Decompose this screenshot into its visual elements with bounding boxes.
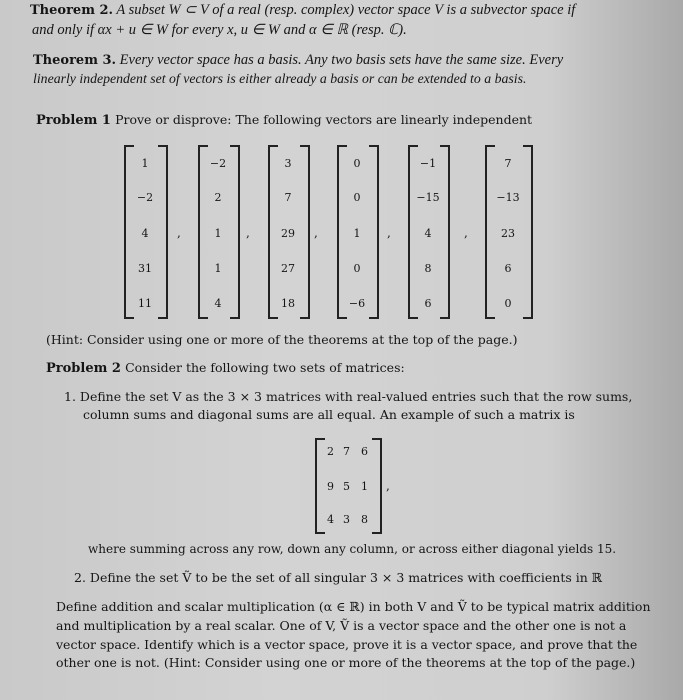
problem-1-hint: (Hint: Consider using one or more of the theorems at the top of the page.) [46,332,518,347]
vector-entry: 3 [284,157,292,170]
item-2 [74,570,602,585]
vector-entry: 2 [214,191,222,204]
vector-entry: 0 [353,262,361,275]
vector-entry: 7 [504,157,512,170]
vector-entry: 23 [501,227,515,240]
vector-entry: 0 [504,297,512,310]
vector-entry: −2 [136,191,154,204]
matrix-entry: 7 [343,445,350,458]
vector-entry: 27 [281,262,295,275]
vector-entry: 4 [424,227,432,240]
vector-entry: 0 [353,157,361,170]
separator-comma: , [464,226,468,240]
vector-entry: 4 [141,227,149,240]
vector-entry: 4 [214,297,222,310]
matrix-entry: 9 [327,480,334,493]
vector-entry: 1 [141,157,149,170]
separator-comma: , [177,226,181,240]
vector-entry: 1 [353,227,361,240]
item-1-number: 1. [64,389,76,404]
vector-entry: −13 [496,191,520,204]
item-2-number: 2. [74,570,86,585]
vector-entry: 6 [504,262,512,275]
problem-1-heading [36,112,532,128]
problem-1-label: Problem 1 [36,113,111,128]
item-1-text: Define the set V as the 3 × 3 matrices with real-valued entries such that the row sums, [79,389,633,404]
matrix-entry: 8 [361,513,368,526]
matrix-entry: 2 [327,445,334,458]
separator-comma: , [386,479,390,493]
vector-entry: 29 [281,227,295,240]
problem-2-heading [46,360,405,376]
matrix-entry: 3 [343,513,350,526]
matrix-entry: 1 [361,480,368,493]
vector-entry: 7 [284,191,292,204]
vector-entry: 6 [424,297,432,310]
vector-entry: 18 [281,297,295,310]
separator-comma: , [246,226,250,240]
theorem-2-line-2: and only if αx + u ∈ W for every x, u ∈ W and α ∈ ℝ (resp. ℂ). [32,22,407,38]
vector-entry: −6 [348,297,366,310]
para-line: Define addition and scalar multiplication (α ∈ ℝ) in both V and Ṽ to be typical matrix addition [56,599,651,614]
theorem-3-line-2: linearly independent set of vectors is either already a basis or can be extended to a basis. [33,71,527,86]
vector-entry: −1 [419,157,437,170]
theorem-3-line-1: Every vector space has a basis. Any two basis sets have the same size. Every [119,52,564,68]
vector-entry: 1 [214,227,222,240]
para-line: other one is not. (Hint: Consider using one or more of the theorems at the top of the page.) [56,655,636,670]
matrix-entry: 6 [361,445,368,458]
separator-comma: , [314,226,318,240]
matrix-entry: 4 [327,513,334,526]
vector-entry: 11 [138,297,152,310]
theorem-3-label: Theorem 3. [33,53,117,68]
problem-2-text: Consider the following two sets of matrices: [125,360,405,375]
problem-2-label: Problem 2 [46,361,121,376]
left-bracket [315,438,325,534]
item-1-line-2: column sums and diagonal sums are all equal. An example of such a matrix is [83,407,575,422]
item-1-after: where summing across any row, down any column, or across either diagonal yields 15. [88,542,617,556]
theorem-2-line-1: A subset W ⊂ V of a real (resp. complex) vector space V is a subvector space if [116,2,576,18]
para-line: and multiplication by a real scalar. One of V, Ṽ is a vector space and the other one is not a [56,618,627,633]
para-line: vector space. Identify which is a vector space, prove it is a vector space, and prove that the [56,637,638,652]
vector-entry: −15 [416,191,440,204]
vector-entry: −2 [209,157,227,170]
theorem-2-label: Theorem 2. [30,3,114,18]
vector-entry: 31 [138,262,152,275]
right-bracket [372,438,382,534]
vector-entry: 1 [214,262,222,275]
vector-entry: 8 [424,262,432,275]
vector-entry: 0 [353,191,361,204]
matrix-entry: 5 [343,480,350,493]
problem-1-text: Prove or disprove: The following vectors are linearly independent [115,112,533,127]
item-1-line-1 [64,389,632,404]
item-2-text: Define the set Ṽ to be the set of all singular 3 × 3 matrices with coefficients in ℝ [89,570,603,585]
separator-comma: , [387,226,391,240]
